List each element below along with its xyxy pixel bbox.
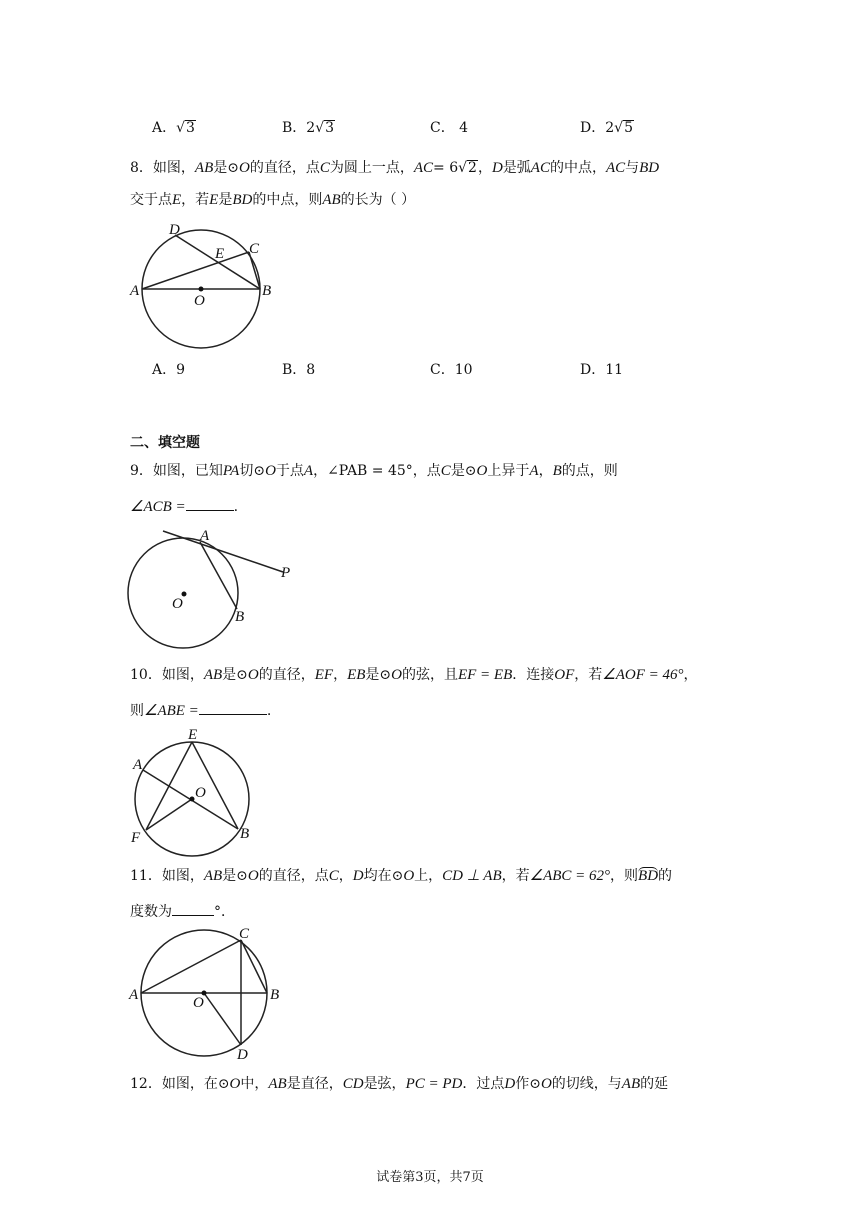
q8-chord-db: [175, 235, 260, 289]
q8-option-b: B．8: [282, 362, 316, 378]
q11-line2: 度数为 °．: [130, 901, 235, 922]
q8-line1: 8．如图，AB是⊙O的直径，点C为圆上一点，AC= 6√2，D是弧AC的中点，AC与BD: [130, 160, 660, 176]
q8-label-o: O: [194, 293, 205, 309]
q11-label-o: O: [193, 995, 204, 1011]
q9-tangent-line: [163, 531, 283, 572]
q9-chord-ab: [200, 542, 237, 609]
q7-option-b: B．2√3: [282, 120, 335, 136]
q9-line1: 9．如图，已知PA切⊙O于点A，∠PAB = 45°，点C是⊙O上异于A，B的点，则: [130, 463, 618, 479]
q10-label-a: A: [133, 757, 143, 773]
q8-option-c: C．10: [430, 362, 473, 378]
q10-answer-blank[interactable]: [199, 700, 267, 715]
q11-segment-od: [204, 993, 241, 1045]
q9-label-p: P: [281, 565, 291, 581]
q11-label-c: C: [239, 926, 250, 942]
q7-option-d: D．2√5: [580, 120, 633, 136]
q9-figure: [125, 525, 300, 655]
q10-figure: [125, 725, 265, 860]
section-title: 二、填空题: [130, 435, 200, 451]
q11-label-a: A: [129, 987, 139, 1003]
q11-answer-blank[interactable]: [172, 901, 214, 916]
q10-segment-of: [146, 799, 192, 830]
q8-chord-ac: [142, 252, 249, 289]
q9-label-a: A: [200, 528, 210, 544]
q10-chord-fe: [146, 742, 192, 830]
q7-option-a: A．√3: [152, 120, 195, 136]
page-footer: 试卷第3页，共7页: [376, 1170, 484, 1185]
q10-center-dot: [190, 797, 195, 802]
q10-label-e: E: [188, 727, 198, 743]
q11-chord-cb: [241, 940, 267, 993]
q8-option-d: D．11: [580, 362, 624, 378]
q12-line1: 12．如图，在⊙O中，AB是直径，CD是弦，PC = PD．过点D作⊙O的切线，与AB的延: [130, 1076, 669, 1092]
q10-line1: 10．如图，AB是⊙O的直径，EF，EB是⊙O的弦，且EF = EB．连接OF，若∠AOF = 46°，: [130, 667, 698, 683]
q9-line2: ∠ACB = .: [130, 496, 238, 517]
q9-label-o: O: [172, 596, 183, 612]
q9-answer-blank[interactable]: [186, 496, 234, 511]
q10-label-b: B: [240, 826, 250, 842]
q11-label-b: B: [270, 987, 280, 1003]
q10-line2: 则∠ABE = .: [130, 700, 271, 721]
q11-label-d: D: [237, 1047, 248, 1063]
q8-center-dot: [199, 287, 204, 292]
q8-line2: 交于点E，若E是BD的中点，则AB的长为（ ）: [130, 192, 416, 208]
q8-option-a: A．9: [152, 362, 186, 378]
q11-line1: 11．如图，AB是⊙O的直径，点C，D均在⊙O上，CD ⊥ AB，若∠ABC = 62°，则BD的: [130, 868, 673, 884]
q11-figure: [125, 925, 290, 1065]
q7-option-c: C． 4: [430, 120, 469, 136]
q8-label-d: D: [169, 222, 180, 238]
q10-label-f: F: [131, 830, 141, 846]
q8-label-c: C: [249, 241, 260, 257]
q9-label-b: B: [235, 609, 245, 625]
q8-label-b: B: [262, 283, 272, 299]
q8-label-a: A: [130, 283, 140, 299]
q8-label-e: E: [215, 246, 225, 262]
q11-chord-ac: [141, 940, 241, 993]
q10-label-o: O: [195, 785, 206, 801]
q8-figure: [125, 218, 285, 358]
